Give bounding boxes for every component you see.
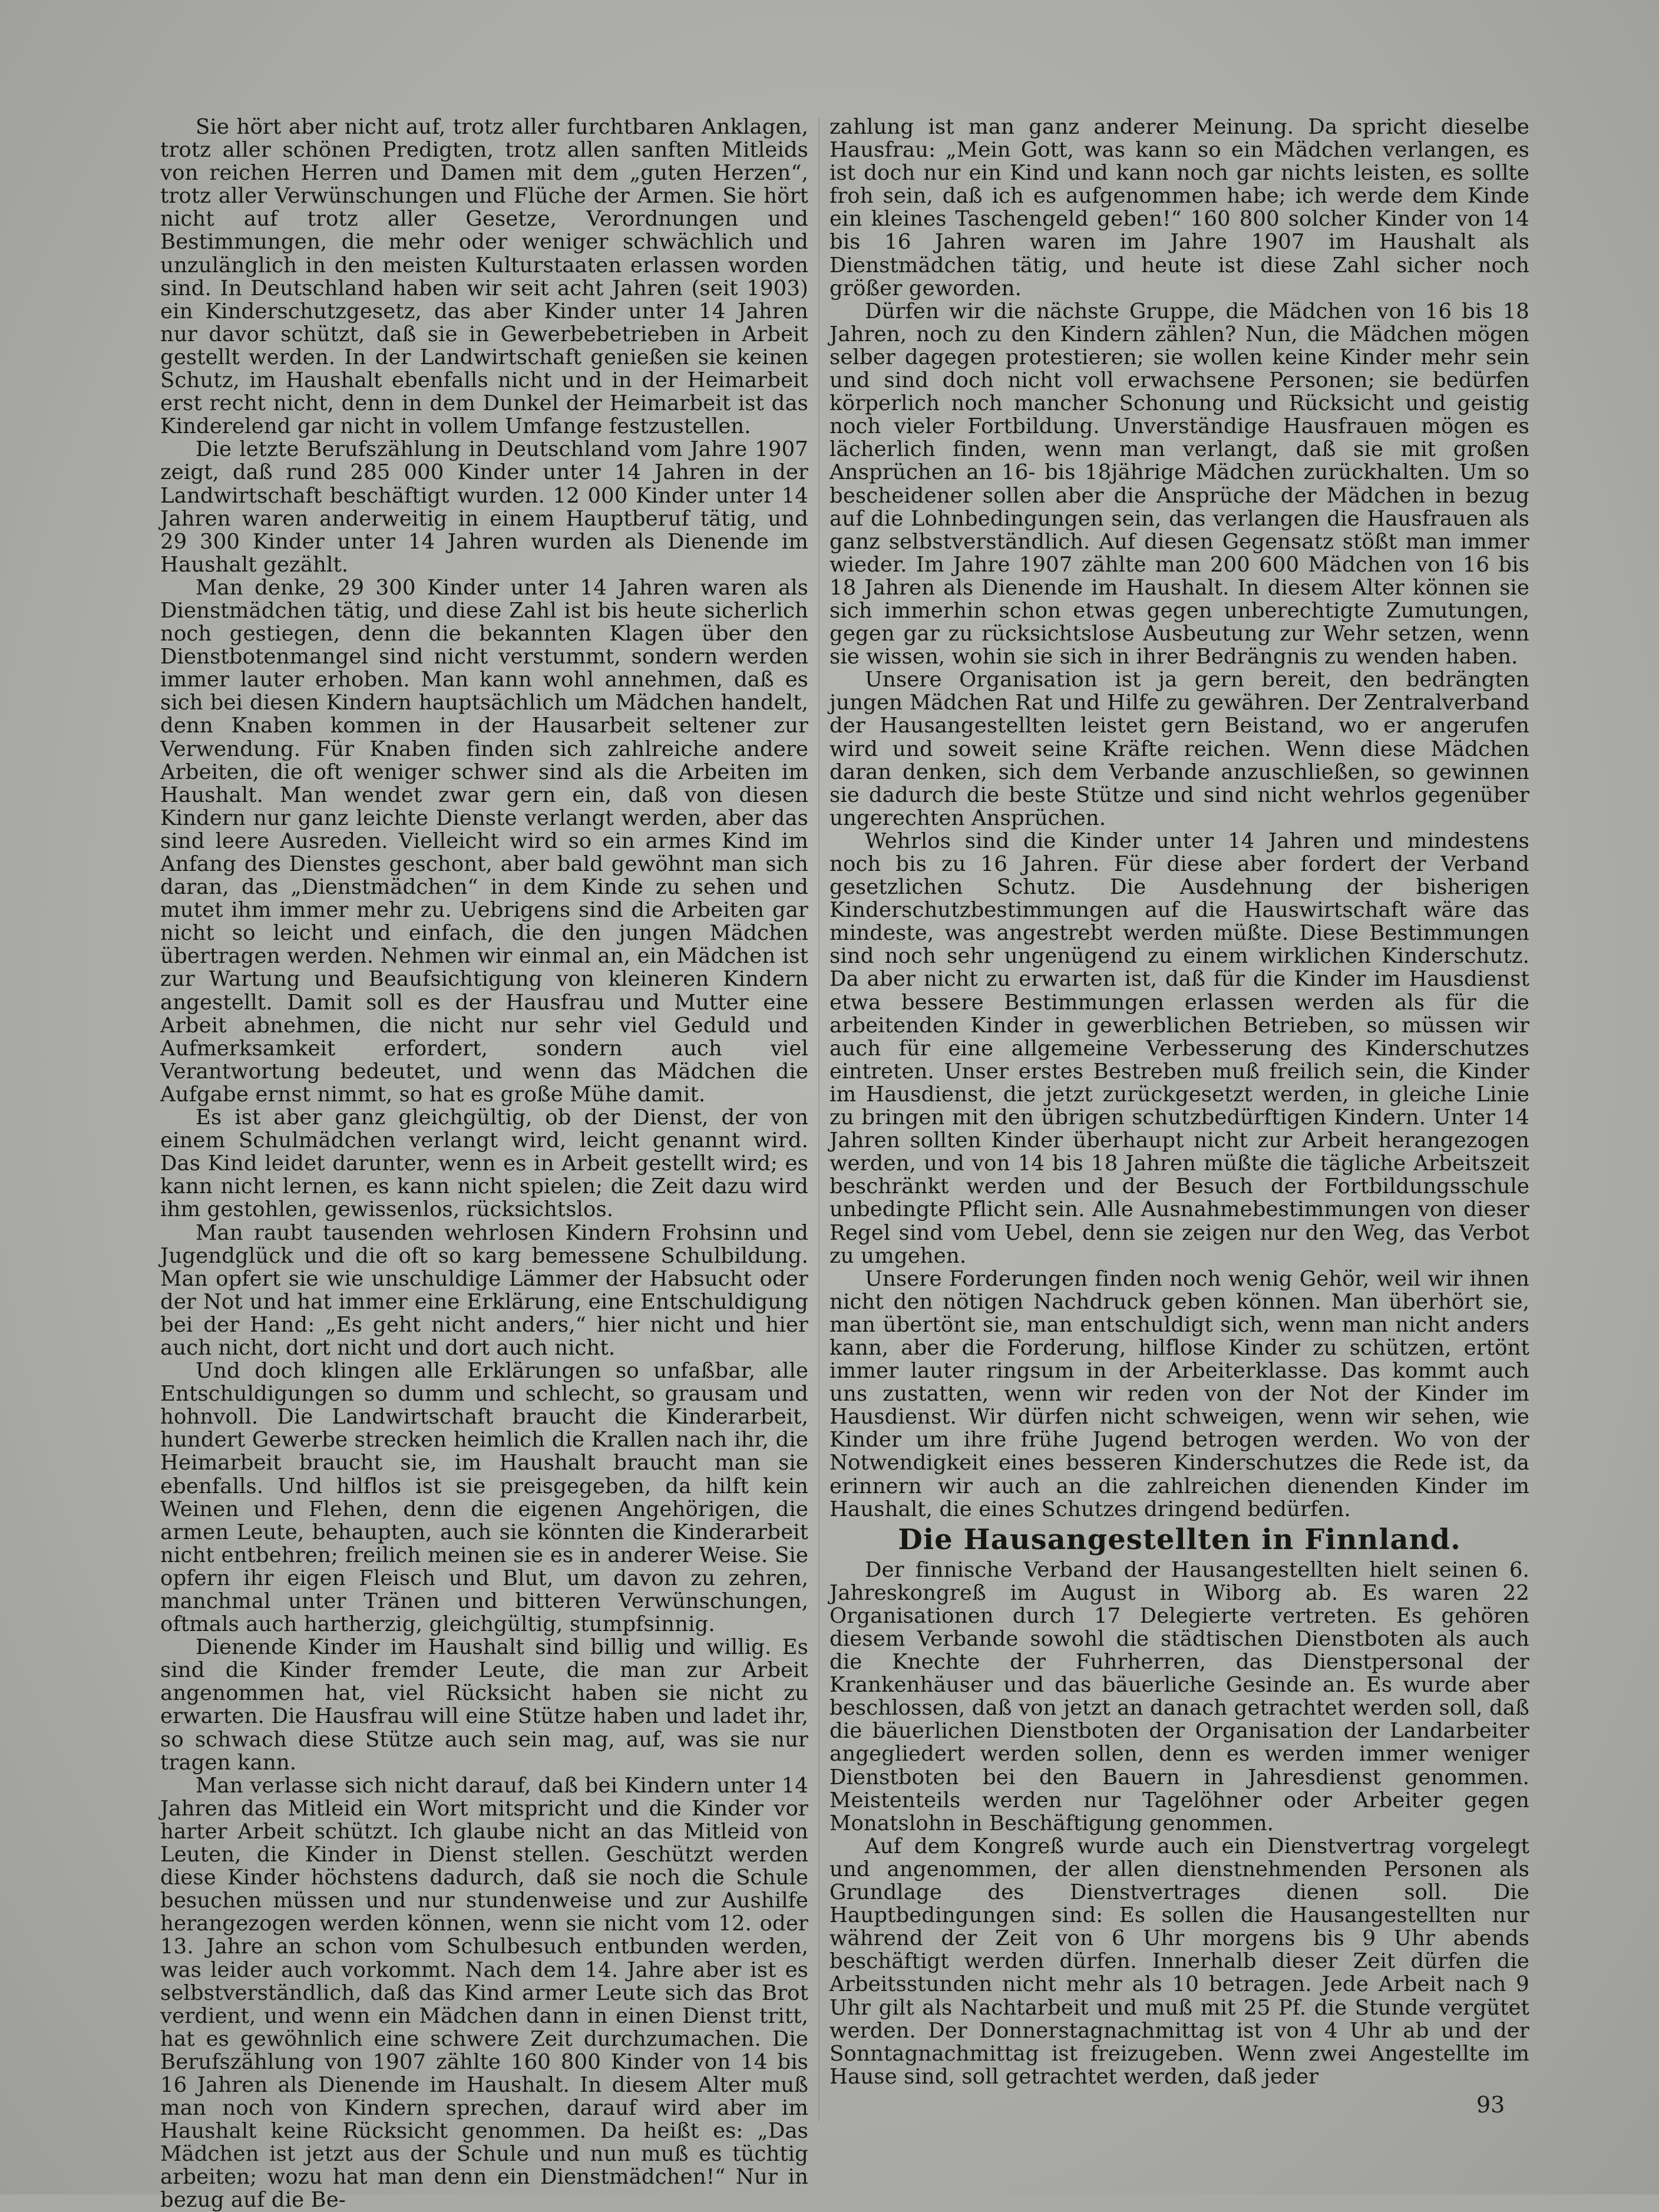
page-number: 93 [1476, 2092, 1505, 2118]
paragraph: Man verlasse sich nicht darauf, daß bei Kindern unter 14 Jahren das Mitleid ein Wort mitspricht und die Kinder vor harter Arbeit schützt. Ich glaube nicht an das Mitleid von Leuten, die Kinder in Dienst stellen. Geschützt werden diese Kinder höchstens dadurch, daß sie noch die Schule besuchen müssen und nur stundenweise und zur Aushilfe herangezogen werden können, wenn sie nicht vom 12. oder 13. Jahre an schon vom Schulbesuch entbunden werden, was leider auch vorkommt. Nach dem 14. Jahre aber ist es selbstverständlich, daß das Kind armer Leute sich das Brot verdient, und wenn ein Mädchen dann in einen Dienst tritt, hat es gewöhnlich eine schwere Zeit durchzumachen. Die Berufszählung von 1907 zählte 160 800 Kinder von 14 bis 16 Jahren als Dienende im Haushalt. In diesem Alter muß man noch von Kindern sprechen, darauf wird aber im Haushalt keine Rücksicht genommen. Da heißt es: „Das Mädchen ist jetzt aus der Schule und nun muß es tüchtig arbeiten; wozu hat man denn ein Dienstmädchen!“ Nur in bezug auf die Be- [160, 1773, 808, 2212]
paragraph: Die letzte Berufszählung in Deutschland vom Jahre 1907 zeigt, daß rund 285 000 Kinder unter 14 Jahren in der Landwirtschaft beschäftigt wurden. 12 000 Kinder unter 14 Jahren waren anderweitig in einem Hauptberuf tätig, und 29 300 Kinder unter 14 Jahren wurden als Dienende im Haushalt gezählt. [160, 437, 808, 577]
paragraph: Sie hört aber nicht auf, trotz aller furchtbaren Anklagen, trotz aller schönen Predigten, trotz allen sanften Mitleids von reichen Herren und Damen mit dem „guten Herzen“, trotz aller Verwünschungen und Flüche der Armen. Sie hört nicht auf trotz aller Gesetze, Verordnungen und Bestimmungen, die mehr oder weniger schwächlich und unzulänglich in den meisten Kulturstaaten erlassen worden sind. In Deutschland haben wir seit acht Jahren (seit 1903) ein Kinderschutzgesetz, das aber Kinder unter 14 Jahren nur davor schützt, daß sie in Gewerbebetrieben in Arbeit gestellt werden. In der Landwirtschaft genießen sie keinen Schutz, im Haushalt ebenfalls nicht und in der Heimarbeit erst recht nicht, denn in dem Dunkel der Heimarbeit ist das Kinderelend gar nicht in vollem Umfange festzustellen. [160, 115, 808, 439]
paragraph: Der finnische Verband der Hausangestellten hielt seinen 6. Jahreskongreß im August in Wiborg ab. Es waren 22 Organisationen durch 17 Delegierte vertreten. Es gehören diesem Verbande sowohl die städtischen Dienstboten als auch die Knechte der Fuhrherren, das Dienstpersonal der Krankenhäuser und das bäuerliche Gesinde an. Es wurde aber beschlossen, daß von jetzt an danach getrachtet werden soll, daß die bäuerlichen Dienstboten der Organisation der Landarbeiter angegliedert werden sollen, denn es werden immer weniger Dienstboten bei den Bauern in Jahresdienst genommen. Meistenteils werden nur Tagelöhner oder Arbeiter gegen Monatslohn in Beschäftigung genommen. [830, 1557, 1529, 1835]
right-column [830, 115, 1529, 2088]
paragraph: Dienende Kinder im Haushalt sind billig und willig. Es sind die Kinder fremder Leute, die man zur Arbeit angenommen hat, viel Rücksicht haben sie nicht zu erwarten. Die Hausfrau will eine Stütze haben und ladet ihr, so schwach diese Stütze auch sein mag, auf, was sie nur tragen kann. [160, 1635, 808, 1775]
paragraph: Unsere Forderungen finden noch wenig Gehör, weil wir ihnen nicht den nötigen Nachdruck geben können. Man überhört sie, man übertönt sie, man entschuldigt sich, wenn man nicht anders kann, aber die Forderung, hilflose Kinder zu schützen, ertönt immer lauter ringsum in der Arbeiterklasse. Das kommt auch uns zustatten, wenn wir reden von der Not der Kinder im Hausdienst. Wir dürfen nicht schweigen, wenn wir sehen, wie Kinder um ihre frühe Jugend betrogen werden. Wo von der Notwendigkeit eines besseren Kinderschutzes die Rede ist, da erinnern wir auch an die zahlreichen dienenden Kinder im Haushalt, die eines Schutzes dringend bedürfen. [830, 1266, 1529, 1521]
paragraph: zahlung ist man ganz anderer Meinung. Da spricht dieselbe Hausfrau: „Mein Gott, was kann so ein Mädchen verlangen, es ist doch nur ein Kind und kann noch gar nichts leisten, es sollte froh sein, daß ich es aufgenommen habe; ich werde dem Kinde ein kleines Taschengeld geben!“ 160 800 solcher Kinder von 14 bis 16 Jahren waren im Jahre 1907 im Haushalt als Dienstmädchen tätig, und heute ist diese Zahl sicher noch größer geworden. [830, 115, 1529, 301]
column-divider [818, 118, 819, 2121]
paragraph: Es ist aber ganz gleichgültig, ob der Dienst, der von einem Schulmädchen verlangt wird, leicht genannt wird. Das Kind leidet darunter, wenn es in Arbeit gestellt wird; es kann nicht lernen, es kann nicht spielen; die Zeit dazu wird ihm gestohlen, gewissenlos, rücksichtslos. [160, 1105, 808, 1222]
paragraph: Wehrlos sind die Kinder unter 14 Jahren und mindestens noch bis zu 16 Jahren. Für diese aber fordert der Verband gesetzlichen Schutz. Die Ausdehnung der bisherigen Kinderschutzbestimmungen auf die Hauswirtschaft wäre das mindeste, was angestrebt werden müßte. Diese Bestimmungen sind noch sehr ungenügend zu einem wirklichen Kinderschutz. Da aber nicht zu erwarten ist, daß für die Kinder im Hausdienst etwa bessere Bestimmungen erlassen werden als für die arbeitenden Kinder in gewerblichen Betrieben, so müssen wir auch für eine allgemeine Verbesserung des Kinderschutzes eintreten. Unser erstes Bestreben muß freilich sein, die Kinder im Hausdienst, die jetzt zurückgesetzt werden, in gleiche Linie zu bringen mit den übrigen schutzbedürftigen Kindern. Unter 14 Jahren sollten Kinder überhaupt nicht zur Arbeit herangezogen werden, und von 14 bis 18 Jahren müßte die tägliche Arbeitszeit beschränkt werden und der Besuch der Fortbildungsschule unbedingte Pflicht sein. Alle Ausnahmebestimmungen von dieser Regel sind vom Uebel, denn sie zeigen nur den Weg, das Verbot zu umgehen. [830, 828, 1529, 1268]
paragraph: Dürfen wir die nächste Gruppe, die Mädchen von 16 bis 18 Jahren, noch zu den Kindern zählen? Nun, die Mädchen mögen selber dagegen protestieren; sie wollen keine Kinder mehr sein und sind doch nicht voll erwachsene Personen; sie bedürfen körperlich noch mancher Schonung und Rücksicht und geistig noch vieler Fortbildung. Unverständige Hausfrauen mögen es lächerlich finden, wenn man verlangt, daß sie mit großen Ansprüchen an 16- bis 18jährige Mädchen zurückhalten. Um so bescheidener sollen aber die Ansprüche der Mädchen in bezug auf die Lohnbedingungen sein, das verlangen die Hausfrauen als ganz selbstverständlich. Auf diesen Gegensatz stößt man immer wieder. Im Jahre 1907 zählte man 200 600 Mädchen von 16 bis 18 Jahren als Dienende im Haushalt. In diesem Alter können sie sich immerhin schon etwas gegen unberechtigte Zumutungen, gegen gar zu rücksichtslose Ausbeutung zur Wehr setzen, wenn sie wissen, wohin sie sich in ihrer Bedrängnis zu wenden haben. [830, 299, 1529, 669]
left-column [160, 115, 808, 2212]
paragraph: Und doch klingen alle Erklärungen so unfaßbar, alle Entschuldigungen so dumm und schlecht, so grausam und hohnvoll. Die Landwirtschaft braucht die Kinderarbeit, hundert Gewerbe strecken heimlich die Krallen nach ihr, die Heimarbeit braucht sie, im Haushalt braucht man sie ebenfalls. Und hilflos ist sie preisgegeben, da hilft kein Weinen und Flehen, denn die eigenen Angehörigen, die armen Leute, behaupten, auch sie könnten die Kinderarbeit nicht entbehren; freilich meinen sie es in anderer Weise. Sie opfern ihr eigen Fleisch und Blut, um davon zu zehren, manchmal unter Tränen und bitteren Verwünschungen, oftmals auch hartherzig, gleichgültig, stumpfsinnig. [160, 1359, 808, 1637]
article-heading: Die Hausangestellten in Finnland. [898, 1523, 1461, 1556]
paragraph: Unsere Organisation ist ja gern bereit, den bedrängten jungen Mädchen Rat und Hilfe zu gewähren. Der Zentralverband der Hausangestellten leistet gern Beistand, wo er angerufen wird und soweit seine Kräfte reichen. Wenn diese Mädchen daran denken, sich dem Verbande anzuschließen, so gewinnen sie dadurch die beste Stütze und sind nicht wehrlos gegenüber ungerechten Ansprüchen. [830, 668, 1529, 830]
paragraph: Auf dem Kongreß wurde auch ein Dienstvertrag vorgelegt und angenommen, der allen dienstnehmenden Personen als Grundlage des Dienstvertrages dienen soll. Die Hauptbedingungen sind: Es sollen die Hausangestellten nur während der Zeit von 6 Uhr morgens bis 9 Uhr abends beschäftigt werden dürfen. Innerhalb dieser Zeit dürfen die Arbeitsstunden nicht mehr als 10 betragen. Jede Arbeit nach 9 Uhr gilt als Nachtarbeit und muß mit 25 Pf. die Stunde vergütet werden. Der Donnerstagnachmittag ist von 4 Uhr ab und der Sonntagnachmittag ist freizugeben. Wenn zwei Angestellte im Hause sind, soll getrachtet werden, daß jeder [830, 1834, 1529, 2089]
paragraph: Man denke, 29 300 Kinder unter 14 Jahren waren als Dienstmädchen tätig, und diese Zahl ist bis heute sicherlich noch gestiegen, denn die bekannten Klagen über den Dienstbotenmangel sind nicht verstummt, sondern werden immer lauter erhoben. Man kann wohl annehmen, daß es sich bei diesen Kindern hauptsächlich um Mädchen handelt, denn Knaben kommen in der Hausarbeit seltener zur Verwendung. Für Knaben finden sich zahlreiche andere Arbeiten, die oft weniger schwer sind als die Arbeiten im Haushalt. Man wendet zwar gern ein, daß von diesen Kindern nur ganz leichte Dienste verlangt werden, aber das sind leere Ausreden. Vielleicht wird so ein armes Kind im Anfang des Dienstes geschont, aber bald gewöhnt man sich daran, das „Dienstmädchen“ in dem Kinde zu sehen und mutet ihm immer mehr zu. Uebrigens sind die Arbeiten gar nicht so leicht und einfach, die den jungen Mädchen übertragen werden. Nehmen wir einmal an, ein Mädchen ist zur Wartung und Beaufsichtigung von kleineren Kindern angestellt. Damit soll es der Hausfrau und Mutter eine Arbeit abnehmen, die nicht nur sehr viel Geduld und Aufmerksamkeit erfordert, sondern auch viel Verantwortung bedeutet, und wenn das Mädchen die Aufgabe ernst nimmt, so hat es große Mühe damit. [160, 575, 808, 1107]
paragraph: Man raubt tausenden wehrlosen Kindern Frohsinn und Jugendglück und die oft so karg bemessene Schulbildung. Man opfert sie wie unschuldige Lämmer der Habsucht oder der Not und hat immer eine Erklärung, eine Entschuldigung bei der Hand: „Es geht nicht anders,“ hier nicht und hier auch nicht, dort nicht und dort auch nicht. [160, 1220, 808, 1360]
